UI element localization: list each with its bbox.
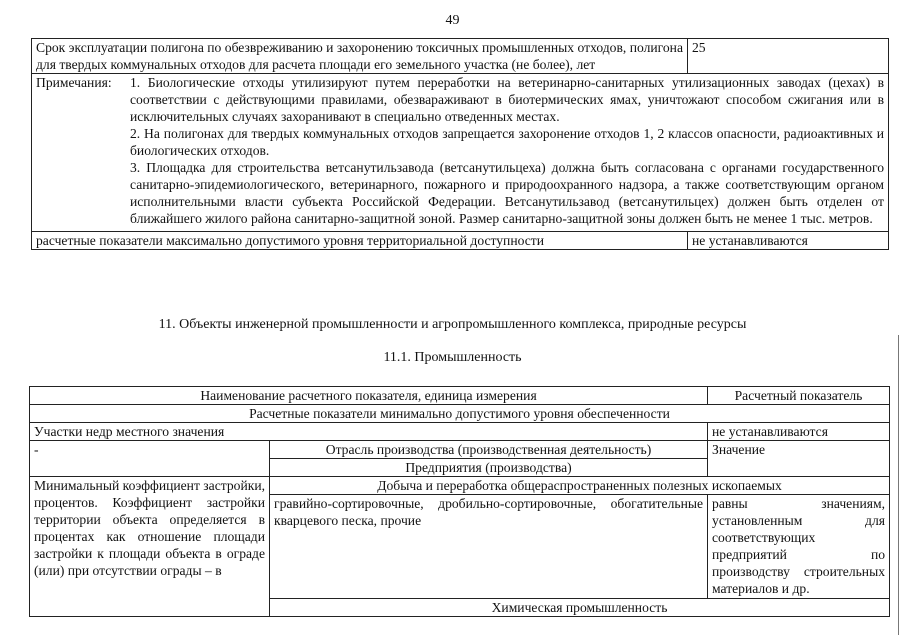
notes-body [130, 74, 884, 227]
table-row [30, 423, 890, 441]
note-item: 3. Площадка для строительства ветсанутильзавода (ветсанутильцеха) должна быть согласована с органами государственного санитарно-эпидемиологического, ветеринарного, пожарного и природоохранного надзора, а также соответствующим органом исполнительными власти субъекта Российской Федерации. Ветсанутильзавод (ветсанутильцех) должен быть отделен от ближайшего жилого района санитарно-защитной зоной. Размер санитарно-защитной зоны должен быть не менее 1 тыс. метров. [130, 160, 884, 226]
table-row [32, 232, 889, 250]
max-access-value: не устанавливаются [688, 232, 889, 250]
header-name: Наименование расчетного показателя, единица измерения [30, 387, 708, 405]
table-row [30, 477, 890, 495]
table-row [32, 39, 889, 74]
subsoil-label: Участки недр местного значения [30, 423, 708, 441]
notes-label: Примечания: [36, 75, 112, 90]
table-row [30, 441, 890, 459]
notes-cell [32, 74, 889, 232]
main-table [29, 386, 890, 617]
scan-edge-line [898, 335, 899, 635]
mining-heading: Добыча и переработка общераспространенных полезных ископаемых [270, 477, 890, 495]
table-header-row [30, 387, 890, 405]
subsection-title: 11.1. Промышленность [383, 350, 522, 365]
gravel-enterprises: гравийно-сортировочные, дробильно-сортировочные, обогатительные кварцевого песка, прочие [270, 495, 708, 599]
service-life-label: Срок эксплуатации полигона по обезвреживанию и захоронению токсичных промышленных отходов, полигона для твердых коммунальных отходов для расчета площади его земельного участка (не более), лет [32, 39, 688, 74]
table-row [30, 405, 890, 423]
gravel-value: равны значениям, установленным для соответствующих предприятий по производству строительных материалов и др. [708, 495, 890, 599]
header-value: Расчетный показатель [708, 387, 890, 405]
max-access-label: расчетные показатели максимально допустимого уровня территориальной доступности [32, 232, 688, 250]
table-row [32, 74, 889, 232]
top-table [31, 38, 889, 250]
note-item: 2. На полигонах для твердых коммунальных отходов запрещается захоронение отходов 1, 2 классов опасности, радиоактивных и биологических отходов. [130, 126, 884, 158]
value-heading: Значение [708, 441, 890, 477]
note-item: 1. Биологические отходы утилизируют путем переработки на ветеринарно-санитарных утилизационных заводах (цехах) в соответствии с действующими правилами, обезвараживают в биотермических ямах, уничтожают способом сжигания или в исключительных случаях захоранивают в специально отведенных местах. [130, 75, 884, 124]
min-level-heading: Расчетные показатели минимально допустимого уровня обеспеченности [30, 405, 890, 423]
coefficient-description: Минимальный коэффициент застройки, процентов. Коэффициент застройки территории объекта определяется в процентах как отношение площади застройки к площади объекта в ограде (или) при отсутствии ограды – в [30, 477, 270, 617]
enterprises-heading: Предприятия (производства) [270, 459, 708, 477]
chemical-heading: Химическая промышленность [270, 599, 890, 617]
service-life-value: 25 [688, 39, 889, 74]
subsoil-value: не устанавливаются [708, 423, 890, 441]
page-number: 49 [445, 13, 460, 28]
industry-heading: Отрасль производства (производственная деятельность) [270, 441, 708, 459]
dash-cell: - [30, 441, 270, 477]
section-title: 11. Объекты инженерной промышленности и агропромышленного комплекса, природные ресурсы [158, 317, 747, 332]
